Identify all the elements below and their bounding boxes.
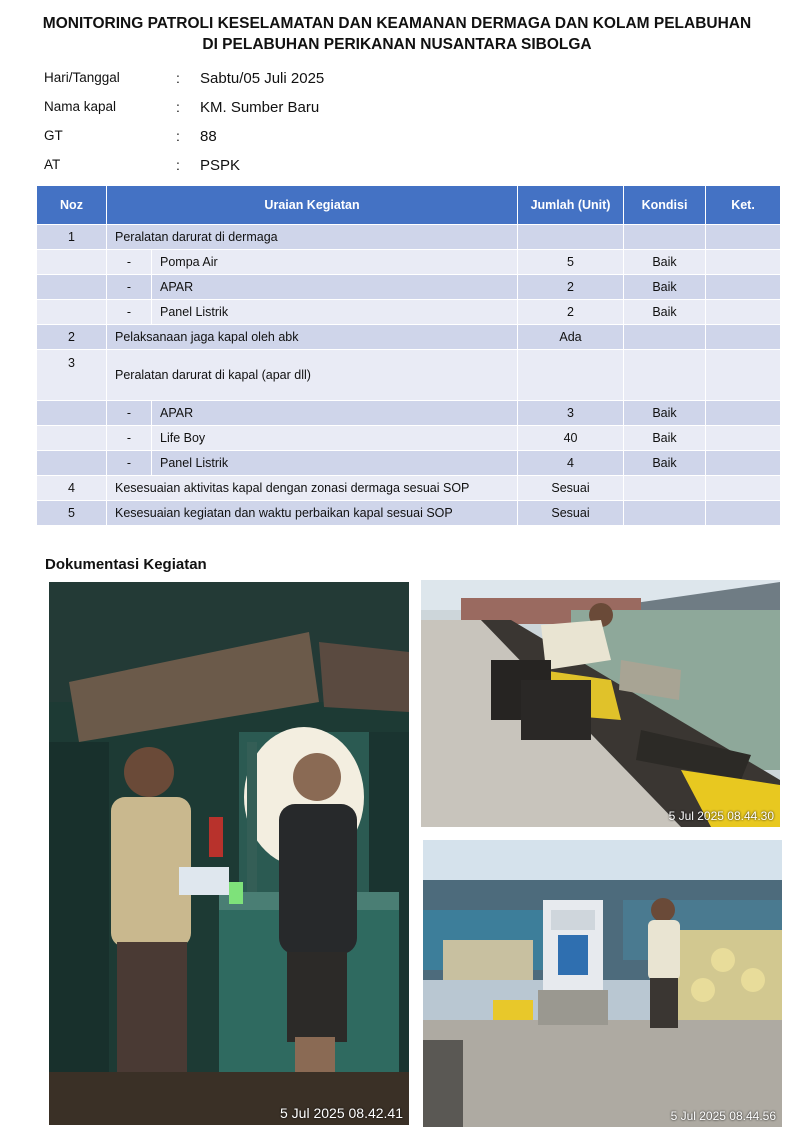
cell-kondisi: Baik bbox=[624, 426, 706, 451]
photo-timestamp: 5 Jul 2025 08.42.41 bbox=[280, 1105, 403, 1121]
cell-no: 4 bbox=[37, 476, 107, 501]
cell-no: 3 bbox=[37, 350, 107, 401]
info-label: Hari/Tanggal bbox=[44, 70, 120, 85]
info-label: Nama kapal bbox=[44, 99, 117, 114]
cell-jumlah: Ada bbox=[518, 325, 624, 350]
table-header-row bbox=[37, 186, 781, 225]
table-row bbox=[37, 501, 781, 526]
photo-dock-inspection bbox=[421, 580, 780, 827]
table-row bbox=[37, 300, 781, 325]
photo-timestamp: 5 Jul 2025 08.44.56 bbox=[670, 1109, 776, 1123]
cell-kondisi: Baik bbox=[624, 250, 706, 275]
cell-item: APAR bbox=[152, 401, 518, 426]
title-line-1: MONITORING PATROLI KESELAMATAN DAN KEAMANAN DERMAGA DAN KOLAM PELABUHAN bbox=[42, 15, 752, 32]
photo-wheelhouse bbox=[49, 582, 409, 1125]
cell-uraian: Peralatan darurat di kapal (apar dll) bbox=[107, 350, 518, 401]
cell-jumlah: 5 bbox=[518, 250, 624, 275]
info-value: KM. Sumber Baru bbox=[200, 99, 320, 116]
cell-dash: - bbox=[107, 426, 152, 451]
header-uraian: Uraian Kegiatan bbox=[107, 186, 518, 225]
header-kondisi: Kondisi bbox=[624, 186, 706, 225]
cell-kondisi: Baik bbox=[624, 451, 706, 476]
cell-jumlah: 3 bbox=[518, 401, 624, 426]
patrol-table bbox=[36, 185, 781, 526]
cell-uraian: Kesesuaian aktivitas kapal dengan zonasi dermaga sesuai SOP bbox=[107, 476, 518, 501]
info-colon: : bbox=[176, 70, 180, 86]
cell-jumlah: 2 bbox=[518, 300, 624, 325]
cell-dash: - bbox=[107, 250, 152, 275]
header-no: Noz bbox=[37, 186, 107, 225]
document-title bbox=[0, 13, 794, 55]
table-row bbox=[37, 275, 781, 300]
info-colon: : bbox=[176, 128, 180, 144]
info-colon: : bbox=[176, 99, 180, 115]
cell-jumlah: 4 bbox=[518, 451, 624, 476]
cell-item: Pompa Air bbox=[152, 250, 518, 275]
cell-dash: - bbox=[107, 451, 152, 476]
table-row bbox=[37, 401, 781, 426]
cell-uraian: Peralatan darurat di dermaga bbox=[107, 225, 518, 250]
cell-item: Panel Listrik bbox=[152, 451, 518, 476]
cell-item: Life Boy bbox=[152, 426, 518, 451]
cell-no: 2 bbox=[37, 325, 107, 350]
cell-dash: - bbox=[107, 300, 152, 325]
documentation-heading: Dokumentasi Kegiatan bbox=[45, 556, 207, 573]
cell-dash: - bbox=[107, 275, 152, 300]
cell-uraian: Kesesuaian kegiatan dan waktu perbaikan kapal sesuai SOP bbox=[107, 501, 518, 526]
table-row bbox=[37, 476, 781, 501]
header-ket: Ket. bbox=[706, 186, 781, 225]
info-colon: : bbox=[176, 157, 180, 173]
cell-kondisi: Baik bbox=[624, 401, 706, 426]
cell-dash: - bbox=[107, 401, 152, 426]
cell-item: Panel Listrik bbox=[152, 300, 518, 325]
table-row bbox=[37, 451, 781, 476]
table-row bbox=[37, 325, 781, 350]
info-label: AT bbox=[44, 157, 61, 172]
title-line-2: DI PELABUHAN PERIKANAN NUSANTARA SIBOLGA bbox=[202, 36, 592, 53]
table-row bbox=[37, 350, 781, 401]
photo-timestamp: 5 Jul 2025 08.44.30 bbox=[668, 809, 774, 823]
info-value: 88 bbox=[200, 128, 217, 145]
cell-item: APAR bbox=[152, 275, 518, 300]
cell-jumlah: 2 bbox=[518, 275, 624, 300]
table-row bbox=[37, 426, 781, 451]
table-row bbox=[37, 250, 781, 275]
table-row bbox=[37, 225, 781, 250]
cell-jumlah: 40 bbox=[518, 426, 624, 451]
photo-electric-panel bbox=[423, 840, 782, 1127]
header-jumlah: Jumlah (Unit) bbox=[518, 186, 624, 225]
cell-kondisi: Baik bbox=[624, 300, 706, 325]
info-value: PSPK bbox=[200, 157, 241, 174]
info-value: Sabtu/05 Juli 2025 bbox=[200, 70, 325, 87]
harbour-illustration bbox=[423, 840, 782, 1127]
cell-no: 5 bbox=[37, 501, 107, 526]
wheelhouse-illustration bbox=[49, 582, 409, 1125]
cell-jumlah: Sesuai bbox=[518, 501, 624, 526]
dock-illustration bbox=[421, 580, 780, 827]
cell-kondisi: Baik bbox=[624, 275, 706, 300]
cell-uraian: Pelaksanaan jaga kapal oleh abk bbox=[107, 325, 518, 350]
info-label: GT bbox=[44, 128, 63, 143]
cell-no: 1 bbox=[37, 225, 107, 250]
cell-jumlah: Sesuai bbox=[518, 476, 624, 501]
